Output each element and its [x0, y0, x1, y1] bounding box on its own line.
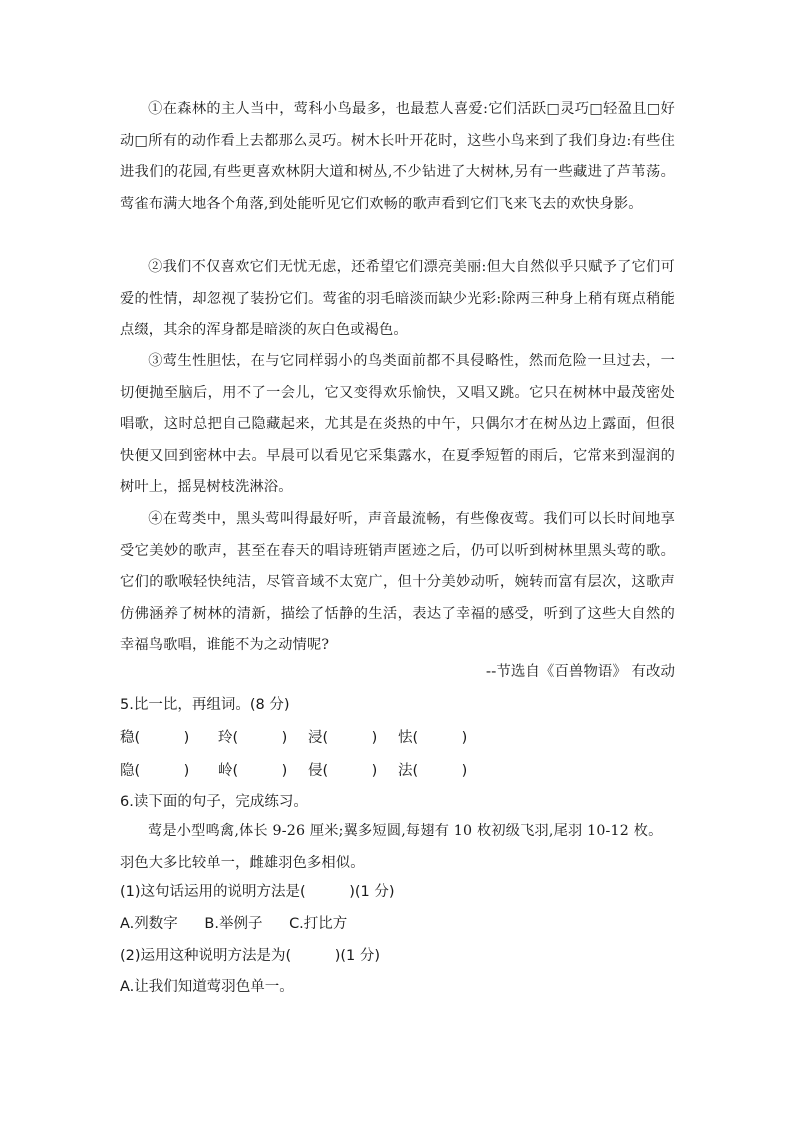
compare-item[interactable]: 岭( ) — [218, 763, 288, 779]
paragraph-text: ②我们不仅喜欢它们无忧无虑，还希望它们漂亮美丽:但大自然似乎只赋予了它们可爱的性情，却忽视了装扮它们。莺雀的羽毛暗淡而缺少光彩:除两三种身上稍有斑点稍能点缀，其余的浑身都是暗淡的灰白色或褐色。 — [120, 259, 675, 338]
question-6-sub-2-option-a[interactable]: A.让我们知道莺羽色单一。 — [120, 979, 294, 995]
option-a[interactable]: A.列数字 — [120, 916, 178, 932]
passage-paragraph-1 — [120, 94, 675, 220]
question-6-sentence — [120, 816, 675, 879]
compare-item[interactable]: 法( ) — [398, 763, 468, 779]
question-6-sub-1: (1)这句话运用的说明方法是( )(1 分) — [120, 884, 395, 900]
option-b[interactable]: B.举例子 — [204, 916, 263, 932]
paragraph-text: ③莺生性胆怯，在与它同样弱小的鸟类面前都不具侵略性，然而危险一旦过去，一切便抛至脑后，用不了一会儿，它又变得欢乐愉快，又唱又跳。它只在树林中最茂密处唱歌，这时总把自己隐藏起来，尤其是在炎热的中午，只偶尔才在树丛边上露面，但很快便又回到密林中去。早晨可以看见它采集露水，在夏季短暂的雨后，它常来到湿润的树叶上，摇晃树枝洗淋浴。 — [120, 353, 675, 495]
compare-item[interactable]: 侵( ) — [308, 763, 378, 779]
paragraph-text: ④在莺类中，黑头莺叫得最好听，声音最流畅，有些像夜莺。我们可以长时间地享受它美妙的歌声，甚至在春天的唱诗班销声匿迹之后，仍可以听到树林里黑头莺的歌。它们的歌喉轻快纯洁，尽管音域不太宽广，但十分美妙动听，婉转而富有层次，这歌声仿佛涵养了树林的清新，描绘了恬静的生活，表达了幸福的感受，听到了这些大自然的幸福鸟歌唱，谁能不为之动情呢? — [120, 511, 675, 653]
compare-item[interactable]: 玲( ) — [218, 730, 288, 746]
question-5-heading: 5.比一比，再组词。(8 分) — [120, 697, 290, 713]
question-6-sub-2: (2)运用这种说明方法是为( )(1 分) — [120, 948, 381, 964]
compare-item[interactable]: 隐( ) — [120, 763, 190, 779]
passage-paragraph-2 — [120, 252, 675, 347]
passage-paragraph-4 — [120, 504, 675, 662]
sentence-text: 莺是小型鸣禽,体长 9-26 厘米;翼多短圆,每翅有 10 枚初级飞羽,尾羽 10-12 枚。羽色大多比较单一，雌雄羽色多相似。 — [120, 823, 663, 871]
compare-item[interactable]: 浸( ) — [308, 730, 378, 746]
compare-item[interactable]: 稳( ) — [120, 730, 190, 746]
passage-source: --节选自《百兽物语》 有改动 — [485, 664, 675, 680]
option-c[interactable]: C.打比方 — [289, 916, 348, 932]
passage-paragraph-3 — [120, 346, 675, 504]
compare-item[interactable]: 怯( ) — [398, 730, 468, 746]
question-6-sub-1-options — [120, 913, 369, 935]
paragraph-text: ①在森林的主人当中，莺科小鸟最多，也最惹人喜爱:它们活跃□灵巧□轻盈且□好动□所有的动作看上去都那么灵巧。树木长叶开花时，这些小鸟来到了我们身边:有些住进我们的花园,有些更喜欢林阴大道和树丛,不少钻进了大树林,另有一些藏进了芦苇荡。莺雀布满大地各个角落,到处能听见它们欢畅的歌声看到它们飞来飞去的欢快身影。 — [120, 101, 675, 212]
question-6-heading: 6.读下面的句子，完成练习。 — [120, 794, 308, 810]
